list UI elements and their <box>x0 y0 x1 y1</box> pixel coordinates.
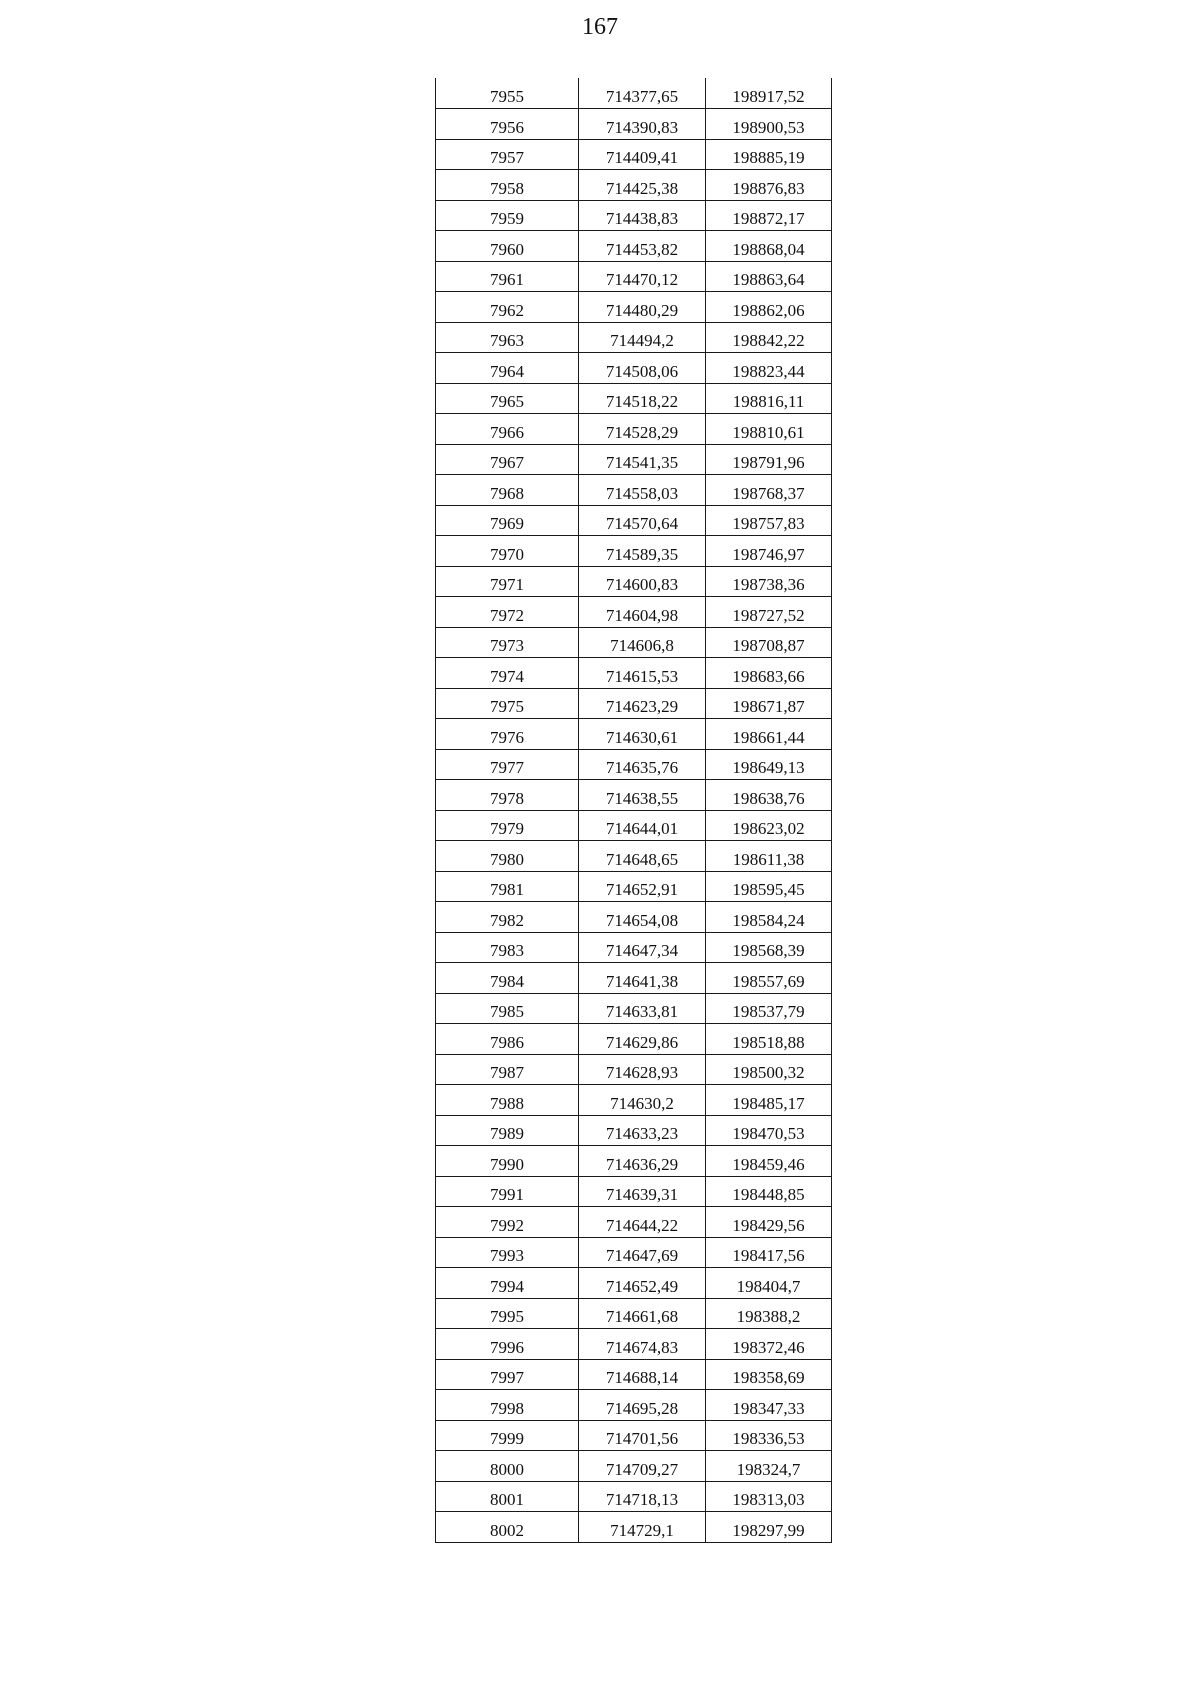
point-number-cell: 7981 <box>436 871 579 902</box>
x-coordinate-cell: 714630,2 <box>579 1085 706 1116</box>
table-row <box>436 475 832 506</box>
x-coordinate-cell: 714718,13 <box>579 1481 706 1512</box>
y-coordinate-cell: 198448,85 <box>706 1176 832 1207</box>
table-row <box>436 1359 832 1390</box>
y-coordinate-cell: 198557,69 <box>706 963 832 994</box>
x-coordinate-cell: 714644,22 <box>579 1207 706 1238</box>
coordinates-table-body <box>436 78 832 1542</box>
table-row <box>436 719 832 750</box>
y-coordinate-cell: 198842,22 <box>706 322 832 353</box>
point-number-cell: 7963 <box>436 322 579 353</box>
table-row <box>436 566 832 597</box>
y-coordinate-cell: 198611,38 <box>706 841 832 872</box>
table-row <box>436 993 832 1024</box>
point-number-cell: 7960 <box>436 231 579 262</box>
table-row <box>436 871 832 902</box>
x-coordinate-cell: 714606,8 <box>579 627 706 658</box>
point-number-cell: 7998 <box>436 1390 579 1421</box>
point-number-cell: 7965 <box>436 383 579 414</box>
table-row <box>436 1207 832 1238</box>
table-row <box>436 932 832 963</box>
x-coordinate-cell: 714480,29 <box>579 292 706 323</box>
y-coordinate-cell: 198470,53 <box>706 1115 832 1146</box>
point-number-cell: 7980 <box>436 841 579 872</box>
table-row <box>436 414 832 445</box>
table-row <box>436 109 832 140</box>
table-row <box>436 536 832 567</box>
table-row <box>436 505 832 536</box>
table-row <box>436 139 832 170</box>
table-row <box>436 1024 832 1055</box>
x-coordinate-cell: 714701,56 <box>579 1420 706 1451</box>
x-coordinate-cell: 714494,2 <box>579 322 706 353</box>
table-row <box>436 1451 832 1482</box>
point-number-cell: 7955 <box>436 78 579 109</box>
y-coordinate-cell: 198868,04 <box>706 231 832 262</box>
y-coordinate-cell: 198661,44 <box>706 719 832 750</box>
x-coordinate-cell: 714470,12 <box>579 261 706 292</box>
y-coordinate-cell: 198671,87 <box>706 688 832 719</box>
point-number-cell: 8002 <box>436 1512 579 1543</box>
y-coordinate-cell: 198708,87 <box>706 627 832 658</box>
point-number-cell: 7967 <box>436 444 579 475</box>
y-coordinate-cell: 198810,61 <box>706 414 832 445</box>
y-coordinate-cell: 198417,56 <box>706 1237 832 1268</box>
table-row <box>436 200 832 231</box>
table-row <box>436 170 832 201</box>
y-coordinate-cell: 198862,06 <box>706 292 832 323</box>
table-row <box>436 1481 832 1512</box>
coordinates-table-container <box>435 78 831 1543</box>
x-coordinate-cell: 714589,35 <box>579 536 706 567</box>
y-coordinate-cell: 198791,96 <box>706 444 832 475</box>
x-coordinate-cell: 714652,91 <box>579 871 706 902</box>
y-coordinate-cell: 198816,11 <box>706 383 832 414</box>
x-coordinate-cell: 714647,34 <box>579 932 706 963</box>
y-coordinate-cell: 198917,52 <box>706 78 832 109</box>
x-coordinate-cell: 714633,81 <box>579 993 706 1024</box>
point-number-cell: 7991 <box>436 1176 579 1207</box>
x-coordinate-cell: 714695,28 <box>579 1390 706 1421</box>
point-number-cell: 7978 <box>436 780 579 811</box>
table-row <box>436 597 832 628</box>
x-coordinate-cell: 714633,23 <box>579 1115 706 1146</box>
x-coordinate-cell: 714390,83 <box>579 109 706 140</box>
point-number-cell: 7992 <box>436 1207 579 1238</box>
point-number-cell: 7993 <box>436 1237 579 1268</box>
table-row <box>436 810 832 841</box>
y-coordinate-cell: 198649,13 <box>706 749 832 780</box>
x-coordinate-cell: 714629,86 <box>579 1024 706 1055</box>
x-coordinate-cell: 714570,64 <box>579 505 706 536</box>
x-coordinate-cell: 714635,76 <box>579 749 706 780</box>
x-coordinate-cell: 714674,83 <box>579 1329 706 1360</box>
x-coordinate-cell: 714409,41 <box>579 139 706 170</box>
table-row <box>436 902 832 933</box>
table-row <box>436 841 832 872</box>
x-coordinate-cell: 714604,98 <box>579 597 706 628</box>
point-number-cell: 7997 <box>436 1359 579 1390</box>
x-coordinate-cell: 714615,53 <box>579 658 706 689</box>
y-coordinate-cell: 198297,99 <box>706 1512 832 1543</box>
table-row <box>436 1329 832 1360</box>
table-row <box>436 749 832 780</box>
point-number-cell: 7986 <box>436 1024 579 1055</box>
point-number-cell: 7984 <box>436 963 579 994</box>
point-number-cell: 7958 <box>436 170 579 201</box>
point-number-cell: 8001 <box>436 1481 579 1512</box>
table-row <box>436 353 832 384</box>
point-number-cell: 7973 <box>436 627 579 658</box>
point-number-cell: 7975 <box>436 688 579 719</box>
y-coordinate-cell: 198638,76 <box>706 780 832 811</box>
point-number-cell: 7999 <box>436 1420 579 1451</box>
y-coordinate-cell: 198823,44 <box>706 353 832 384</box>
table-row <box>436 383 832 414</box>
table-row <box>436 78 832 109</box>
table-row <box>436 1085 832 1116</box>
point-number-cell: 8000 <box>436 1451 579 1482</box>
x-coordinate-cell: 714425,38 <box>579 170 706 201</box>
y-coordinate-cell: 198313,03 <box>706 1481 832 1512</box>
x-coordinate-cell: 714518,22 <box>579 383 706 414</box>
point-number-cell: 7959 <box>436 200 579 231</box>
x-coordinate-cell: 714438,83 <box>579 200 706 231</box>
point-number-cell: 7974 <box>436 658 579 689</box>
x-coordinate-cell: 714654,08 <box>579 902 706 933</box>
x-coordinate-cell: 714453,82 <box>579 231 706 262</box>
y-coordinate-cell: 198336,53 <box>706 1420 832 1451</box>
y-coordinate-cell: 198347,33 <box>706 1390 832 1421</box>
page-number: 167 <box>582 14 618 40</box>
y-coordinate-cell: 198372,46 <box>706 1329 832 1360</box>
point-number-cell: 7985 <box>436 993 579 1024</box>
y-coordinate-cell: 198537,79 <box>706 993 832 1024</box>
y-coordinate-cell: 198485,17 <box>706 1085 832 1116</box>
x-coordinate-cell: 714648,65 <box>579 841 706 872</box>
x-coordinate-cell: 714623,29 <box>579 688 706 719</box>
x-coordinate-cell: 714661,68 <box>579 1298 706 1329</box>
y-coordinate-cell: 198584,24 <box>706 902 832 933</box>
table-row <box>436 780 832 811</box>
table-row <box>436 963 832 994</box>
x-coordinate-cell: 714628,93 <box>579 1054 706 1085</box>
point-number-cell: 7990 <box>436 1146 579 1177</box>
table-row <box>436 444 832 475</box>
x-coordinate-cell: 714638,55 <box>579 780 706 811</box>
point-number-cell: 7961 <box>436 261 579 292</box>
table-row <box>436 261 832 292</box>
table-row <box>436 1512 832 1543</box>
x-coordinate-cell: 714641,38 <box>579 963 706 994</box>
x-coordinate-cell: 714647,69 <box>579 1237 706 1268</box>
y-coordinate-cell: 198595,45 <box>706 871 832 902</box>
point-number-cell: 7977 <box>436 749 579 780</box>
table-row <box>436 1268 832 1299</box>
y-coordinate-cell: 198768,37 <box>706 475 832 506</box>
x-coordinate-cell: 714528,29 <box>579 414 706 445</box>
y-coordinate-cell: 198746,97 <box>706 536 832 567</box>
point-number-cell: 7976 <box>436 719 579 750</box>
table-row <box>436 322 832 353</box>
point-number-cell: 7983 <box>436 932 579 963</box>
table-row <box>436 658 832 689</box>
x-coordinate-cell: 714709,27 <box>579 1451 706 1482</box>
point-number-cell: 7972 <box>436 597 579 628</box>
y-coordinate-cell: 198872,17 <box>706 200 832 231</box>
y-coordinate-cell: 198568,39 <box>706 932 832 963</box>
point-number-cell: 7982 <box>436 902 579 933</box>
x-coordinate-cell: 714636,29 <box>579 1146 706 1177</box>
table-row <box>436 292 832 323</box>
y-coordinate-cell: 198459,46 <box>706 1146 832 1177</box>
coordinates-table <box>435 78 832 1543</box>
x-coordinate-cell: 714652,49 <box>579 1268 706 1299</box>
x-coordinate-cell: 714729,1 <box>579 1512 706 1543</box>
point-number-cell: 7987 <box>436 1054 579 1085</box>
point-number-cell: 7988 <box>436 1085 579 1116</box>
y-coordinate-cell: 198876,83 <box>706 170 832 201</box>
point-number-cell: 7969 <box>436 505 579 536</box>
point-number-cell: 7996 <box>436 1329 579 1360</box>
y-coordinate-cell: 198500,32 <box>706 1054 832 1085</box>
x-coordinate-cell: 714508,06 <box>579 353 706 384</box>
x-coordinate-cell: 714377,65 <box>579 78 706 109</box>
x-coordinate-cell: 714630,61 <box>579 719 706 750</box>
y-coordinate-cell: 198900,53 <box>706 109 832 140</box>
point-number-cell: 7994 <box>436 1268 579 1299</box>
x-coordinate-cell: 714541,35 <box>579 444 706 475</box>
table-row <box>436 627 832 658</box>
y-coordinate-cell: 198885,19 <box>706 139 832 170</box>
table-row <box>436 1237 832 1268</box>
x-coordinate-cell: 714644,01 <box>579 810 706 841</box>
y-coordinate-cell: 198429,56 <box>706 1207 832 1238</box>
x-coordinate-cell: 714600,83 <box>579 566 706 597</box>
y-coordinate-cell: 198518,88 <box>706 1024 832 1055</box>
point-number-cell: 7979 <box>436 810 579 841</box>
point-number-cell: 7989 <box>436 1115 579 1146</box>
table-row <box>436 1420 832 1451</box>
y-coordinate-cell: 198404,7 <box>706 1268 832 1299</box>
point-number-cell: 7962 <box>436 292 579 323</box>
point-number-cell: 7970 <box>436 536 579 567</box>
y-coordinate-cell: 198727,52 <box>706 597 832 628</box>
y-coordinate-cell: 198757,83 <box>706 505 832 536</box>
table-row <box>436 1115 832 1146</box>
y-coordinate-cell: 198358,69 <box>706 1359 832 1390</box>
point-number-cell: 7971 <box>436 566 579 597</box>
point-number-cell: 7995 <box>436 1298 579 1329</box>
y-coordinate-cell: 198683,66 <box>706 658 832 689</box>
y-coordinate-cell: 198623,02 <box>706 810 832 841</box>
x-coordinate-cell: 714558,03 <box>579 475 706 506</box>
point-number-cell: 7968 <box>436 475 579 506</box>
table-row <box>436 1298 832 1329</box>
point-number-cell: 7966 <box>436 414 579 445</box>
table-row <box>436 688 832 719</box>
table-row <box>436 1054 832 1085</box>
x-coordinate-cell: 714688,14 <box>579 1359 706 1390</box>
table-row <box>436 1176 832 1207</box>
point-number-cell: 7964 <box>436 353 579 384</box>
table-row <box>436 231 832 262</box>
x-coordinate-cell: 714639,31 <box>579 1176 706 1207</box>
point-number-cell: 7956 <box>436 109 579 140</box>
table-row <box>436 1146 832 1177</box>
y-coordinate-cell: 198388,2 <box>706 1298 832 1329</box>
y-coordinate-cell: 198324,7 <box>706 1451 832 1482</box>
y-coordinate-cell: 198863,64 <box>706 261 832 292</box>
table-row <box>436 1390 832 1421</box>
point-number-cell: 7957 <box>436 139 579 170</box>
y-coordinate-cell: 198738,36 <box>706 566 832 597</box>
